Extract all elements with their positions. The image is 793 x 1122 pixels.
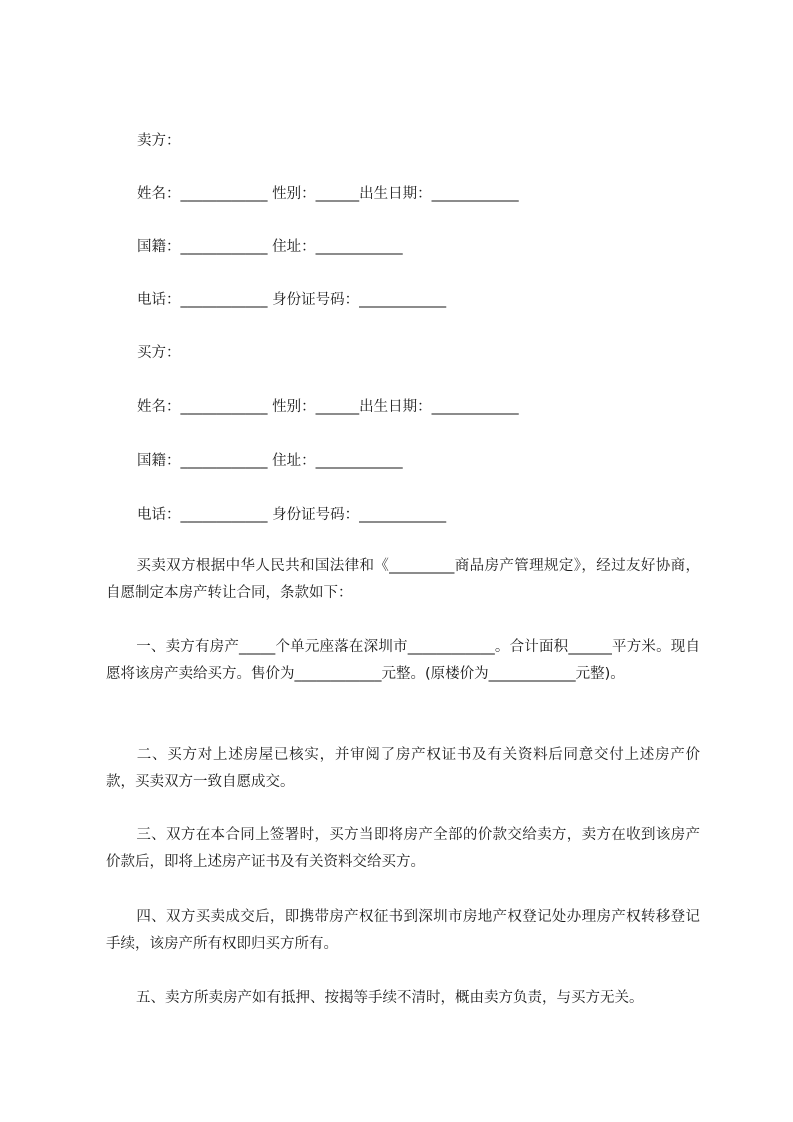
intro-paragraph	[106, 553, 700, 607]
clause-text: 四、双方买卖成交后，即携带房产权征书到深圳市房地产权登记处办理房产权转移登记手续，该房产所有权即归买方所有。	[106, 909, 700, 952]
clause-text: 三、双方在本合同上签署时，买方当即将房产全部的价款交给卖方，卖方在收到该房产价款后，即将上述房产证书及有关资料交给买方。	[106, 827, 700, 870]
clause-text: 二、买方对上述房屋已核实，并审阅了房产权证书及有关资料后同意交付上述房产价款，买卖双方一致自愿成交。	[106, 747, 700, 790]
intro-text: 买卖双方根据中华人民共和国法律和《_________商品房产管理规定》，经过友好协商，自愿制定本房产转让合同，条款如下：	[106, 558, 700, 601]
clause-text: 一、卖方有房产_____个单元座落在深圳市____________。合计面积______平方米。现自愿将该房产卖给买方。售价为____________元整。(原楼价为____________元整)。	[106, 639, 700, 682]
clause-1	[106, 634, 700, 688]
clause-text: 五、卖方所卖房产如有抵押、按揭等手续不清时，概由卖方负责，与买方无关。	[136, 990, 644, 1006]
seller-name-line: 姓名：____________ 性别：______出生日期：____________	[137, 186, 519, 202]
buyer-name-line: 姓名：____________ 性别：______出生日期：____________	[137, 399, 519, 415]
seller-phone-line: 电话：____________ 身份证号码：____________	[137, 292, 447, 308]
clause-2	[106, 742, 700, 796]
seller-nationality-line: 国籍：____________ 住址：____________	[137, 239, 403, 255]
seller-heading: 卖方：	[137, 133, 181, 149]
buyer-nationality-line: 国籍：____________ 住址：____________	[137, 453, 403, 469]
buyer-heading: 买方：	[137, 345, 181, 361]
clause-5	[106, 985, 700, 1012]
clause-4	[106, 904, 700, 958]
buyer-phone-line: 电话：____________ 身份证号码：____________	[137, 507, 447, 523]
clause-3	[106, 822, 700, 876]
